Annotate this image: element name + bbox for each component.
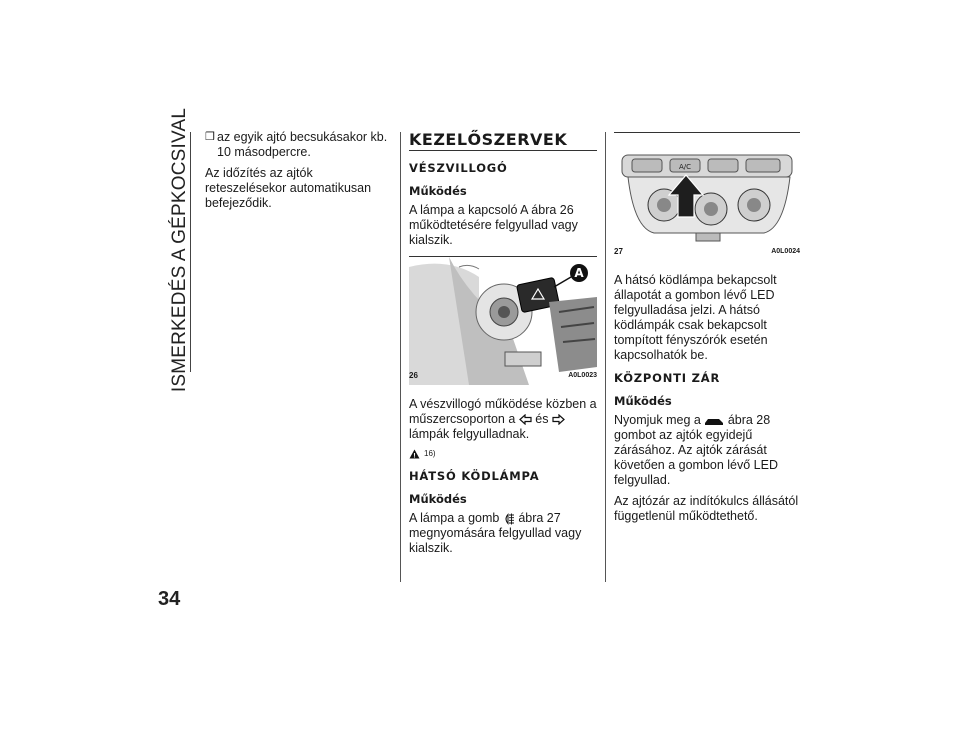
heading-operation: Működés bbox=[409, 492, 467, 506]
figure-number: 26 bbox=[409, 371, 418, 380]
figure-number: 27 bbox=[614, 247, 623, 256]
car-key-icon bbox=[704, 416, 724, 426]
paragraph: A hátsó ködlámpa bekapcsolt állapotát a gombon lévő LED felgyulladása jelzi. A hátsó ködlámpák csak bekapcsolt tompított fényszórók esetén kapcsolhatók be. bbox=[614, 273, 777, 362]
side-rule bbox=[190, 132, 191, 372]
left-turn-arrow-icon bbox=[519, 414, 532, 425]
bullet-text: az egyik ajtó becsukásakor kb. 10 másodpercre. bbox=[217, 130, 388, 159]
climate-panel-illustration bbox=[614, 133, 800, 261]
paragraph-fog-button: A lámpa a gomb ábra 27 megnyomására felgyullad vagy kialszik. bbox=[409, 511, 582, 555]
column-3 bbox=[614, 132, 800, 530]
column-divider-1 bbox=[400, 132, 401, 582]
figure-26 bbox=[409, 256, 597, 385]
paragraph-lock-button: Nyomjuk meg a ábra 28 gombot az ajtók egyidejű zárásához. Az ajtók zárását követően a gombon lévő LED felgyullad. bbox=[614, 413, 778, 487]
svg-text:!: ! bbox=[413, 452, 416, 459]
figure-27 bbox=[614, 132, 800, 261]
bullet-item bbox=[205, 130, 395, 160]
hazard-switch-illustration bbox=[409, 257, 597, 385]
figure-code: A0L0024 bbox=[771, 248, 800, 255]
column-2 bbox=[409, 130, 597, 562]
figure-code: A0L0023 bbox=[568, 372, 597, 379]
chapter-title-text: ISMERKEDÉS A GÉPKOCSIVAL bbox=[169, 107, 190, 393]
column-1 bbox=[205, 130, 395, 217]
warning-ref-number: 16) bbox=[424, 449, 436, 458]
subsection-title-hazard: VÉSZVILLOGÓ bbox=[409, 161, 508, 175]
paragraph: Az ajtózár az indítókulcs állásától függetlenül működtethető. bbox=[614, 494, 799, 523]
paragraph: Az időzítés az ajtók reteszelésekor automatikusan befejeződik. bbox=[205, 166, 372, 210]
subsection-title-central-lock: KÖZPONTI ZÁR bbox=[614, 371, 721, 385]
ac-button-label: A/C bbox=[678, 163, 692, 171]
checkbox-bullet-icon: ❒ bbox=[205, 131, 215, 143]
column-divider-2 bbox=[605, 132, 606, 582]
warning-triangle-icon bbox=[409, 449, 420, 459]
heading-operation: Működés bbox=[614, 394, 672, 408]
section-title: KEZELŐSZERVEK bbox=[409, 132, 597, 151]
subsection-title-rear-fog: HÁTSÓ KÖDLÁMPA bbox=[409, 469, 540, 483]
rear-fog-light-icon bbox=[503, 513, 515, 525]
page-number: 34 bbox=[158, 588, 181, 610]
callout-label-a: A bbox=[574, 266, 584, 280]
paragraph: A lámpa a kapcsoló A ábra 26 működtetésére felgyullad vagy kialszik. bbox=[409, 203, 578, 247]
heading-operation: Működés bbox=[409, 184, 467, 198]
paragraph-indicators: A vészvillogó működése közben a műszercsoporton a és lámpák felgyulladnak. bbox=[409, 397, 597, 441]
right-turn-arrow-icon bbox=[552, 414, 565, 425]
warning-reference bbox=[409, 446, 597, 461]
